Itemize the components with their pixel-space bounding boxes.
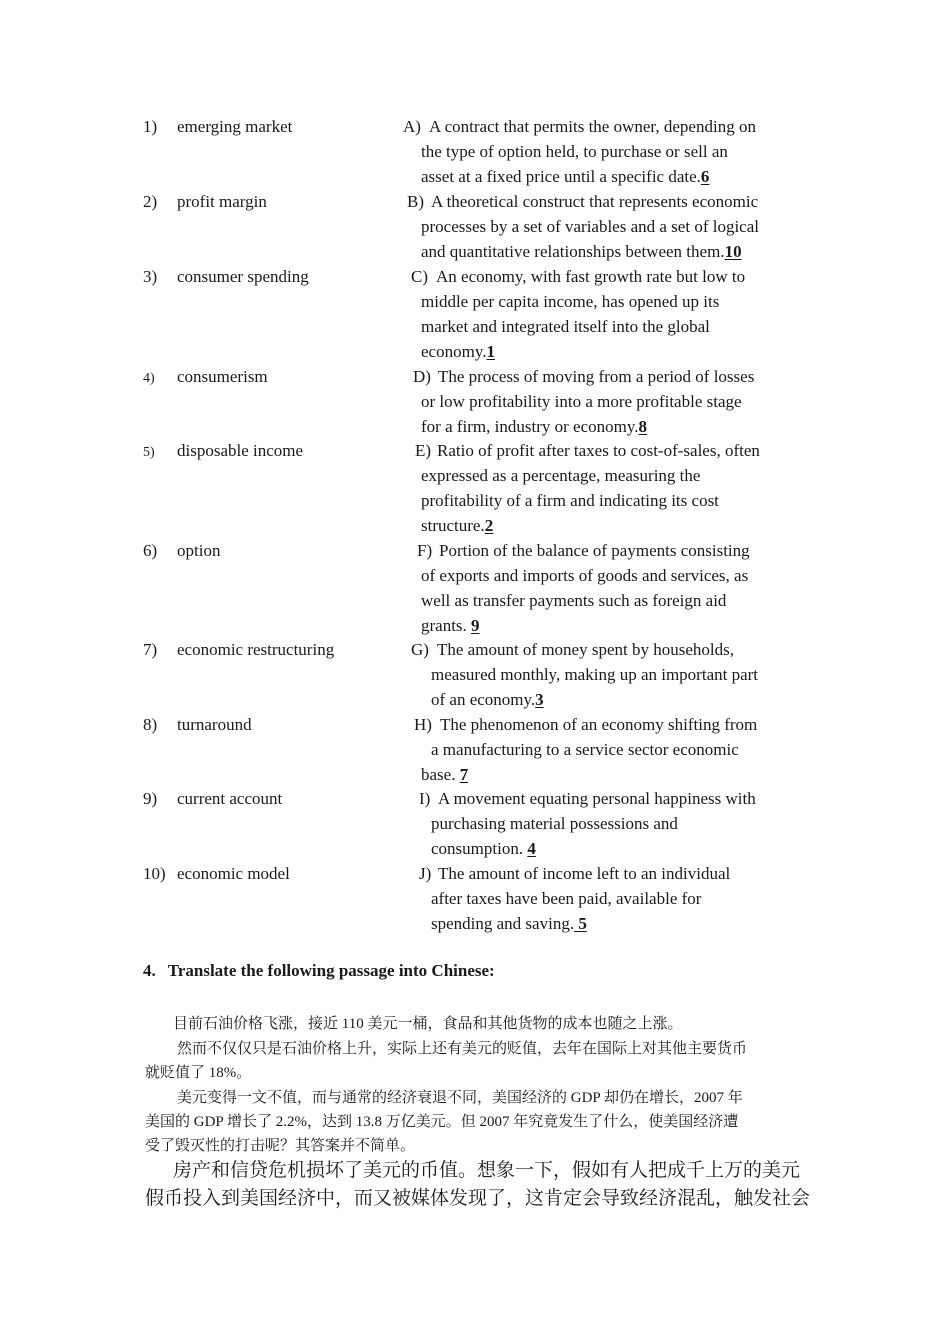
definition-line: expressed as a percentage, measuring the [421, 466, 701, 485]
term-number: 2) [143, 192, 158, 211]
term-text: profit margin [177, 192, 267, 211]
definition-line: A movement equating personal happiness with [438, 789, 756, 808]
passage-paragraph-4 [145, 1157, 810, 1213]
definition-line: of exports and imports of goods and services, as [421, 566, 749, 585]
definition-letter: F) [417, 541, 433, 560]
definition-line: processes by a set of variables and a set of logical [421, 217, 759, 236]
definition-line: An economy, with fast growth rate but low to [436, 267, 746, 286]
definition-line: Portion of the balance of payments consisting [439, 541, 750, 560]
passage-line: 房产和信贷危机损坏了美元的币值。想象一下，假如有人把成千上万的美元 [173, 1160, 801, 1181]
definition-letter: H) [414, 715, 432, 734]
term-number: 5) [143, 445, 155, 460]
definition-line: the type of option held, to purchase or sell an [421, 142, 728, 161]
term-text: economic restructuring [177, 640, 335, 659]
term-text: disposable income [177, 441, 304, 460]
definition-line: for a firm, industry or economy. [421, 417, 639, 436]
definition-line: The amount of income left to an individual [438, 864, 731, 883]
definition-c [411, 264, 821, 364]
definition-letter: E) [415, 441, 432, 460]
definition-g [411, 637, 831, 712]
definition-letter: I) [419, 789, 431, 808]
passage-line: 受了毁灭性的打击呢？其答案并不简单。 [145, 1138, 416, 1154]
definition-e [415, 438, 821, 538]
answer-number: 1 [486, 342, 495, 361]
definition-line: a manufacturing to a service sector economic [431, 740, 739, 759]
passage-line: 就贬值了 18%。 [145, 1065, 252, 1081]
term-text: economic model [177, 864, 290, 883]
term-number: 6) [143, 541, 158, 560]
definition-line: after taxes have been paid, available for [431, 889, 702, 908]
term-6 [143, 538, 220, 563]
term-number: 7) [143, 640, 158, 659]
definition-letter: C) [411, 267, 428, 286]
answer-number: 7 [459, 765, 469, 784]
definition-line: A theoretical construct that represents economic [431, 192, 759, 211]
definition-line: profitability of a firm and indicating its cost [421, 491, 719, 510]
definition-h [414, 712, 831, 787]
term-text: turnaround [177, 715, 252, 734]
term-number: 1) [143, 117, 158, 136]
term-number: 9) [143, 789, 158, 808]
definition-letter: A) [403, 117, 421, 136]
passage-line: 假币投入到美国经济中，而又被媒体发现了，这肯定会导致经济混乱，触发社会 [145, 1188, 811, 1209]
answer-number: 6 [700, 167, 710, 186]
term-number: 3) [143, 267, 158, 286]
definition-line: purchasing material possessions and [431, 814, 678, 833]
answer-number: 3 [535, 690, 544, 709]
answer-number: 2 [484, 516, 494, 535]
term-number: 10) [143, 864, 166, 883]
definition-line: grants. [421, 616, 472, 635]
term-2 [143, 189, 267, 214]
term-text: consumer spending [177, 267, 309, 286]
term-number: 8) [143, 715, 158, 734]
definition-letter: G) [411, 640, 429, 659]
passage-paragraph-3 [145, 1086, 810, 1158]
term-7 [143, 637, 334, 662]
passage-line: 目前石油价格飞涨，接近 110 美元一桶，食品和其他货物的成本也随之上涨。 [173, 1016, 683, 1032]
definition-line: spending and saving. [431, 914, 575, 933]
definition-i [419, 786, 831, 861]
definition-line: well as transfer payments such as foreign aid [421, 591, 727, 610]
definition-line: market and integrated itself into the global [421, 317, 710, 336]
definition-line: economy. [421, 342, 487, 361]
term-9 [143, 786, 282, 811]
answer-number: 10 [724, 242, 742, 261]
term-text: option [177, 541, 221, 560]
definition-line: and quantitative relationships between them. [421, 242, 725, 261]
definition-j [419, 861, 831, 936]
term-8 [143, 712, 252, 737]
term-10 [143, 861, 290, 886]
passage-line: 美元变得一文不值，而与通常的经济衰退不同，美国经济的 GDP 却仍在增长，2007 年 [177, 1090, 743, 1106]
definition-line: of an economy. [431, 690, 536, 709]
definition-b [407, 189, 821, 264]
definition-line: structure. [421, 516, 485, 535]
term-5 [143, 438, 303, 465]
term-3 [143, 264, 309, 289]
definition-line: The process of moving from a period of losses [438, 367, 755, 386]
answer-number: 8 [638, 417, 647, 436]
definition-line: base. [421, 765, 460, 784]
answer-number: 9 [471, 616, 480, 635]
definition-letter: J) [419, 864, 432, 883]
definition-line: The phenomenon of an economy shifting from [440, 715, 758, 734]
definition-a [403, 114, 821, 189]
definition-line: A contract that permits the owner, depending on [429, 117, 756, 136]
definition-line: Ratio of profit after taxes to cost-of-sales, often [437, 441, 760, 460]
definition-line: middle per capita income, has opened up its [421, 292, 720, 311]
definition-line: The amount of money spent by households, [437, 640, 734, 659]
definition-line: measured monthly, making up an important part [431, 665, 759, 684]
definition-d [413, 364, 821, 439]
definition-line: consumption. [431, 839, 528, 858]
answer-number: 5 [574, 914, 587, 933]
answer-number: 4 [527, 839, 536, 858]
term-1 [143, 114, 292, 139]
definition-letter: B) [407, 192, 424, 211]
term-text: emerging market [177, 117, 293, 136]
term-4 [143, 364, 268, 391]
definition-line: or low profitability into a more profitable stage [421, 392, 742, 411]
definition-f [417, 538, 821, 638]
term-text: current account [177, 789, 283, 808]
passage-line: 美国的 GDP 增长了 2.2%，达到 13.8 万亿美元。但 2007 年究竟发生了什么，使美国经济遭 [145, 1114, 739, 1130]
passage-paragraph-1 [145, 1012, 810, 1036]
section-title: Translate the following passage into Chinese: [167, 961, 495, 980]
section-number: 4. [143, 961, 156, 980]
definition-line: asset at a fixed price until a specific date. [421, 167, 701, 186]
term-text: consumerism [177, 367, 268, 386]
term-number: 4) [143, 371, 155, 386]
passage-paragraph-2 [145, 1037, 810, 1085]
definition-letter: D) [413, 367, 431, 386]
section-heading [143, 961, 495, 981]
passage-line: 然而不仅仅只是石油价格上升，实际上还有美元的贬值，去年在国际上对其他主要货币 [177, 1041, 748, 1057]
